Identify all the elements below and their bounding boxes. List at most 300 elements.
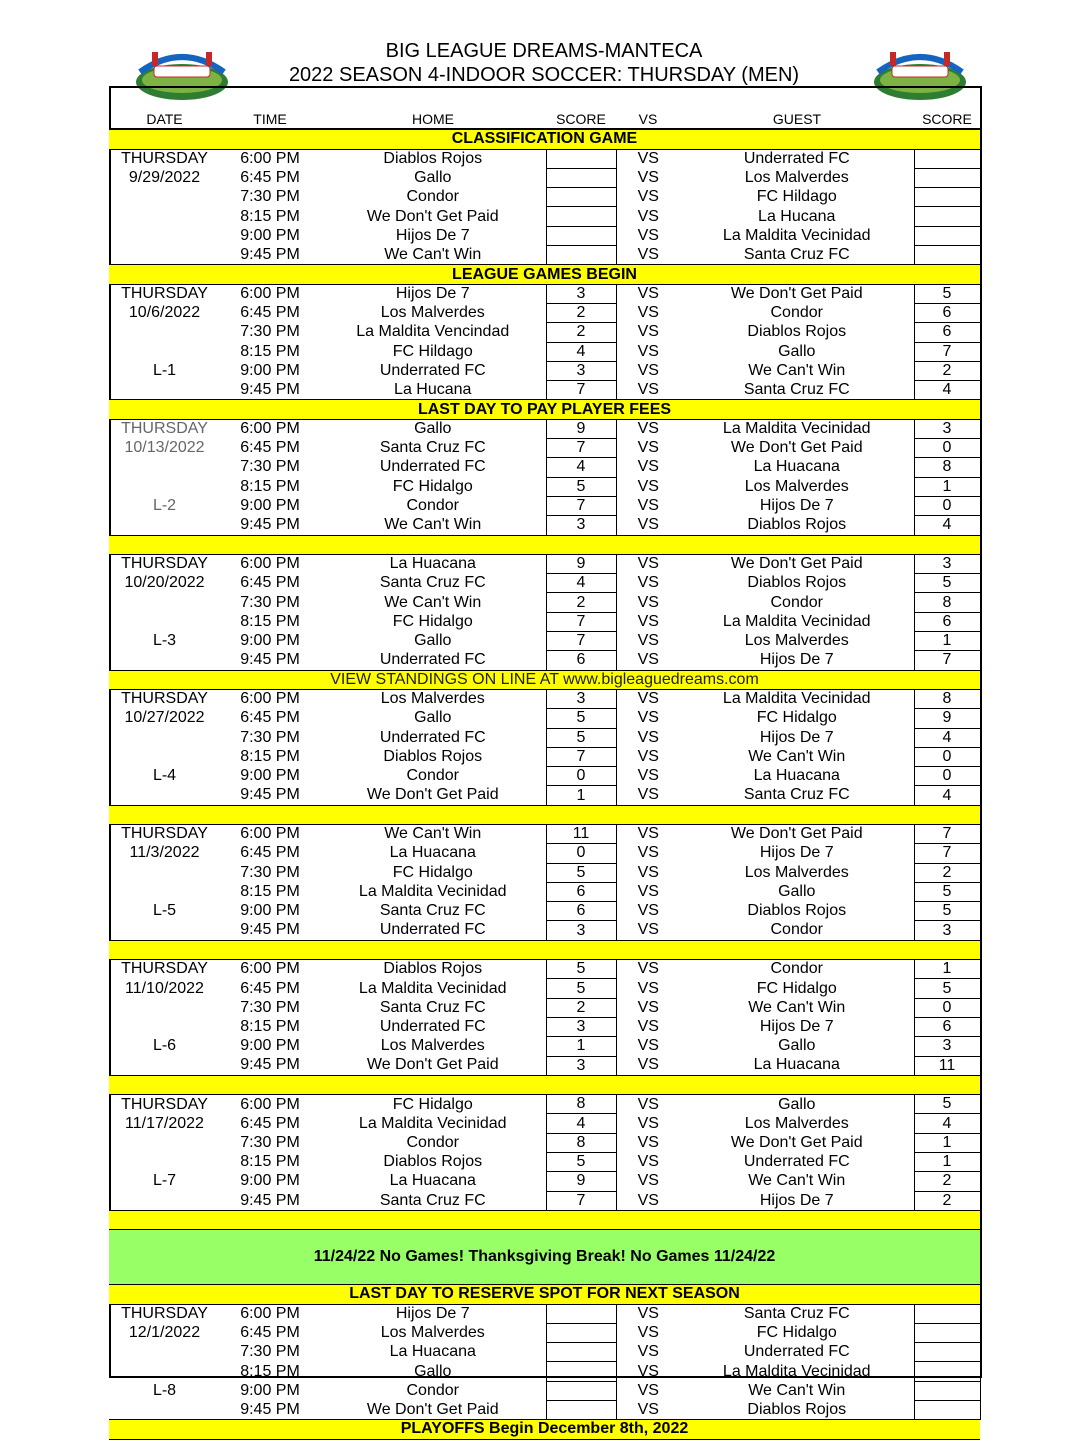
vs-label: VS xyxy=(637,362,659,379)
guest-score: 0 xyxy=(914,767,980,786)
date-cell xyxy=(109,1056,220,1075)
guest-team: Gallo xyxy=(778,1037,816,1055)
guest-team: We Don't Get Paid xyxy=(730,1133,863,1151)
home-team: Underrated FC xyxy=(379,651,486,669)
game-time: 6:00 PM xyxy=(240,1095,300,1113)
game-row xyxy=(109,188,980,207)
home-team: Diablos Rojos xyxy=(383,960,483,978)
guest-score: 5 xyxy=(914,979,980,998)
guest-score: 0 xyxy=(914,747,980,766)
home-team: La Maldita Vencindad xyxy=(356,323,510,341)
game-row xyxy=(109,1323,980,1342)
guest-team: We Don't Get Paid xyxy=(730,285,863,303)
game-row xyxy=(109,1304,980,1323)
game-row xyxy=(109,786,980,805)
date-cell xyxy=(109,998,220,1017)
game-time: 8:15 PM xyxy=(240,747,300,765)
home-team: Underrated FC xyxy=(379,362,486,379)
vs-label: VS xyxy=(637,439,659,457)
home-score: 3 xyxy=(546,516,616,535)
league-week-label: L-3 xyxy=(152,632,177,650)
guest-score: 5 xyxy=(914,1095,980,1114)
home-score: 6 xyxy=(546,882,616,901)
vs-label: VS xyxy=(637,728,659,746)
game-row xyxy=(109,882,980,901)
game-row xyxy=(109,747,980,766)
game-time: 9:45 PM xyxy=(240,651,300,669)
game-row xyxy=(109,1401,980,1420)
game-row xyxy=(109,574,980,593)
guest-team: La Huacana xyxy=(753,1056,840,1074)
guest-score: 3 xyxy=(914,554,980,573)
game-time: 9:00 PM xyxy=(240,1381,300,1399)
guest-score: 7 xyxy=(914,824,980,843)
game-row xyxy=(109,303,980,322)
home-score: 5 xyxy=(546,960,616,979)
guest-team: La Maldita Vecinidad xyxy=(722,226,871,244)
home-score: 4 xyxy=(546,1114,616,1133)
home-team: We Don't Get Paid xyxy=(366,1056,499,1074)
game-time: 8:15 PM xyxy=(240,207,300,225)
guest-team: Hijos De 7 xyxy=(759,1018,834,1036)
home-team: Underrated FC xyxy=(379,458,486,476)
home-score xyxy=(546,1362,616,1381)
date-cell xyxy=(109,1191,220,1210)
home-score: 2 xyxy=(546,323,616,342)
date-cell xyxy=(109,246,220,265)
week-banner xyxy=(109,1075,980,1094)
date-cell xyxy=(109,323,220,342)
game-row xyxy=(109,1362,980,1381)
banner-text: VIEW STANDINGS ON LINE AT www.bigleaguedreams.com xyxy=(109,670,980,689)
date-cell xyxy=(109,1153,220,1172)
game-time: 9:45 PM xyxy=(240,1056,300,1074)
date-label: 12/1/2022 xyxy=(128,1323,201,1341)
guest-team: Hijos De 7 xyxy=(759,651,834,669)
home-team: Hijos De 7 xyxy=(395,285,470,303)
game-time: 9:00 PM xyxy=(240,1172,300,1190)
guest-team: Diablos Rojos xyxy=(747,902,847,920)
guest-team: Gallo xyxy=(778,342,816,360)
home-team: La Huacana xyxy=(389,844,476,862)
vs-label: VS xyxy=(637,555,659,573)
game-time: 9:45 PM xyxy=(240,786,300,804)
vs-label: VS xyxy=(637,902,659,920)
game-row xyxy=(109,1095,980,1114)
vs-label: VS xyxy=(637,304,659,322)
guest-score: 6 xyxy=(914,1017,980,1036)
page-subtitle: 2022 SEASON 4-INDOOR SOCCER: THURSDAY (MEN) xyxy=(288,64,800,86)
home-score: 5 xyxy=(546,477,616,496)
game-time: 6:00 PM xyxy=(240,825,300,843)
home-team: La Hucana xyxy=(394,381,472,399)
home-score: 7 xyxy=(546,632,616,651)
home-team: We Can't Win xyxy=(384,245,482,263)
guest-team: We Can't Win xyxy=(748,1172,846,1190)
game-time: 9:00 PM xyxy=(240,497,300,515)
game-time: 6:00 PM xyxy=(240,420,300,438)
banner-text xyxy=(109,1075,980,1094)
home-team: Condor xyxy=(406,497,459,515)
game-time: 8:15 PM xyxy=(240,1153,300,1171)
home-score: 8 xyxy=(546,1095,616,1114)
col-time: TIME xyxy=(220,110,320,129)
date-cell xyxy=(109,342,220,361)
game-time: 8:15 PM xyxy=(240,883,300,901)
week-banner xyxy=(109,1210,980,1229)
guest-team: Hijos De 7 xyxy=(759,844,834,862)
home-team: Santa Cruz FC xyxy=(379,998,486,1016)
game-row xyxy=(109,767,980,786)
week-banner xyxy=(109,940,980,959)
home-team: Underrated FC xyxy=(379,1018,486,1036)
home-team: Gallo xyxy=(414,1362,452,1380)
vs-label: VS xyxy=(637,226,659,244)
week-banner xyxy=(109,535,980,554)
home-score xyxy=(546,1343,616,1362)
guest-score: 11 xyxy=(914,1056,980,1075)
game-time: 9:45 PM xyxy=(240,1191,300,1209)
game-row xyxy=(109,361,980,380)
home-score xyxy=(546,1401,616,1420)
vs-label: VS xyxy=(637,1153,659,1171)
game-row xyxy=(109,207,980,226)
date-cell xyxy=(109,728,220,747)
guest-team: FC Hildago xyxy=(756,188,837,206)
game-time: 8:15 PM xyxy=(240,1018,300,1036)
game-row xyxy=(109,921,980,940)
day-label: THURSDAY xyxy=(121,420,208,438)
guest-team: We Don't Get Paid xyxy=(730,439,863,457)
game-row xyxy=(109,1191,980,1210)
week-banner xyxy=(109,670,980,689)
game-row xyxy=(109,1343,980,1362)
vs-label: VS xyxy=(637,323,659,341)
vs-label: VS xyxy=(637,632,659,650)
guest-score: 6 xyxy=(914,323,980,342)
guest-team: We Don't Get Paid xyxy=(730,825,863,843)
game-row xyxy=(109,1017,980,1036)
league-week-label: L-2 xyxy=(152,497,177,515)
home-team: Underrated FC xyxy=(379,921,486,939)
game-time: 7:30 PM xyxy=(240,863,300,881)
guest-team: Hijos De 7 xyxy=(759,497,834,515)
guest-score: 5 xyxy=(914,882,980,901)
day-label: THURSDAY xyxy=(121,960,208,978)
vs-label: VS xyxy=(637,1304,659,1322)
guest-score: 2 xyxy=(914,1172,980,1191)
home-score: 6 xyxy=(546,902,616,921)
home-score: 6 xyxy=(546,651,616,670)
game-time: 6:00 PM xyxy=(240,149,300,167)
guest-team: Condor xyxy=(770,304,823,322)
guest-score xyxy=(914,149,980,168)
game-row xyxy=(109,419,980,438)
home-team: Los Malverdes xyxy=(380,1037,485,1055)
date-cell xyxy=(109,1343,220,1362)
guest-team: We Can't Win xyxy=(748,998,846,1016)
home-team: Santa Cruz FC xyxy=(379,1191,486,1209)
day-label: THURSDAY xyxy=(121,1095,208,1113)
home-team: Condor xyxy=(406,188,459,206)
game-time: 6:45 PM xyxy=(240,304,300,322)
guest-score: 7 xyxy=(914,651,980,670)
guest-team: Diablos Rojos xyxy=(747,574,847,592)
vs-label: VS xyxy=(637,1133,659,1151)
guest-score: 4 xyxy=(914,381,980,400)
vs-label: VS xyxy=(637,188,659,206)
game-time: 6:45 PM xyxy=(240,709,300,727)
guest-score: 0 xyxy=(914,998,980,1017)
date-cell xyxy=(109,863,220,882)
vs-label: VS xyxy=(637,245,659,263)
date-label: 11/3/2022 xyxy=(129,844,200,862)
home-team: FC Hildago xyxy=(392,342,473,360)
vs-label: VS xyxy=(637,1381,659,1399)
guest-team: La Maldita Vecinidad xyxy=(722,1362,871,1380)
home-score xyxy=(546,1323,616,1342)
game-time: 7:30 PM xyxy=(240,188,300,206)
game-row xyxy=(109,1114,980,1133)
home-score: 3 xyxy=(546,1017,616,1036)
date-cell xyxy=(109,612,220,631)
home-team: La Huacana xyxy=(389,1343,476,1361)
holiday-banner xyxy=(109,1230,980,1285)
game-row xyxy=(109,226,980,245)
home-score xyxy=(546,188,616,207)
game-row xyxy=(109,554,980,573)
vs-label: VS xyxy=(637,149,659,167)
guest-score: 1 xyxy=(914,477,980,496)
banner-text xyxy=(109,1210,980,1229)
game-time: 7:30 PM xyxy=(240,323,300,341)
vs-label: VS xyxy=(637,1343,659,1361)
vs-label: VS xyxy=(637,1114,659,1132)
home-score: 7 xyxy=(546,496,616,515)
home-team: Hijos De 7 xyxy=(395,1304,470,1322)
guest-team: Los Malverdes xyxy=(744,477,849,495)
league-week-label: L-4 xyxy=(152,767,177,785)
guest-team: Underrated FC xyxy=(743,149,850,167)
game-row xyxy=(109,149,980,168)
home-team: Underrated FC xyxy=(379,728,486,746)
game-time: 6:45 PM xyxy=(240,439,300,457)
game-time: 6:00 PM xyxy=(240,960,300,978)
home-team: Condor xyxy=(406,1381,459,1399)
guest-team: FC Hidalgo xyxy=(756,1323,837,1341)
guest-score xyxy=(914,1401,980,1420)
league-week-label: L-7 xyxy=(152,1172,177,1190)
guest-team: Santa Cruz FC xyxy=(743,786,850,804)
date-cell xyxy=(109,207,220,226)
home-score: 5 xyxy=(546,863,616,882)
guest-team: Santa Cruz FC xyxy=(743,245,850,263)
game-time: 7:30 PM xyxy=(240,998,300,1016)
guest-score: 9 xyxy=(914,709,980,728)
home-score: 7 xyxy=(546,439,616,458)
game-row xyxy=(109,1381,980,1400)
week-banner xyxy=(109,129,980,149)
home-team: Gallo xyxy=(414,632,452,650)
guest-score: 1 xyxy=(914,632,980,651)
home-team: FC Hidalgo xyxy=(392,477,473,495)
home-team: La Maldita Vecinidad xyxy=(358,883,507,901)
vs-label: VS xyxy=(637,477,659,495)
guest-score: 3 xyxy=(914,1037,980,1056)
footer-banner xyxy=(109,1420,980,1439)
guest-team: Underrated FC xyxy=(743,1343,850,1361)
game-row xyxy=(109,709,980,728)
game-row xyxy=(109,844,980,863)
home-score xyxy=(546,246,616,265)
vs-label: VS xyxy=(637,612,659,630)
game-time: 9:45 PM xyxy=(240,1400,300,1418)
game-time: 7:30 PM xyxy=(240,1343,300,1361)
game-time: 9:00 PM xyxy=(240,902,300,920)
game-time: 9:45 PM xyxy=(240,245,300,263)
guest-team: La Huacana xyxy=(753,767,840,785)
date-label: 11/17/2022 xyxy=(125,1114,204,1132)
game-time: 8:15 PM xyxy=(240,342,300,360)
guest-score: 4 xyxy=(914,516,980,535)
game-row xyxy=(109,1037,980,1056)
week-banner xyxy=(109,1285,980,1304)
home-team: La Maldita Vecinidad xyxy=(358,979,507,997)
game-row xyxy=(109,381,980,400)
guest-team: Hijos De 7 xyxy=(759,728,834,746)
guest-team: La Maldita Vecinidad xyxy=(722,612,871,630)
guest-score xyxy=(914,207,980,226)
vs-label: VS xyxy=(637,497,659,515)
home-score: 9 xyxy=(546,419,616,438)
home-score xyxy=(546,207,616,226)
week-banner xyxy=(109,805,980,824)
guest-score: 5 xyxy=(914,574,980,593)
vs-label: VS xyxy=(637,651,659,669)
vs-label: VS xyxy=(637,342,659,360)
guest-score: 6 xyxy=(914,303,980,322)
guest-score: 8 xyxy=(914,689,980,708)
guest-team: Los Malverdes xyxy=(744,1114,849,1132)
game-time: 9:00 PM xyxy=(240,767,300,785)
game-row xyxy=(109,516,980,535)
game-time: 9:00 PM xyxy=(240,362,300,379)
game-row xyxy=(109,863,980,882)
home-score: 1 xyxy=(546,1037,616,1056)
home-score: 3 xyxy=(546,361,616,380)
banner-text: LAST DAY TO PAY PLAYER FEES xyxy=(109,400,980,419)
game-row xyxy=(109,496,980,515)
home-score: 7 xyxy=(546,612,616,631)
guest-score: 5 xyxy=(914,284,980,303)
guest-team: Santa Cruz FC xyxy=(743,381,850,399)
guest-team: Gallo xyxy=(778,1095,816,1113)
schedule-table xyxy=(109,86,981,1440)
game-time: 8:15 PM xyxy=(240,477,300,495)
game-row xyxy=(109,342,980,361)
home-team: Diablos Rojos xyxy=(383,1153,483,1171)
home-score: 7 xyxy=(546,381,616,400)
home-score: 3 xyxy=(546,284,616,303)
banner-text xyxy=(109,940,980,959)
vs-label: VS xyxy=(637,690,659,708)
home-team: Los Malverdes xyxy=(380,690,485,708)
guest-team: Hijos De 7 xyxy=(759,1191,834,1209)
home-score: 9 xyxy=(546,554,616,573)
guest-score xyxy=(914,1381,980,1400)
home-team: FC Hidalgo xyxy=(392,863,473,881)
guest-score xyxy=(914,168,980,187)
guest-team: Los Malverdes xyxy=(744,169,849,187)
date-cell xyxy=(109,1133,220,1152)
col-home: HOME xyxy=(320,110,546,129)
home-score: 7 xyxy=(546,1191,616,1210)
vs-label: VS xyxy=(637,1172,659,1190)
date-cell xyxy=(109,458,220,477)
playoffs-note: PLAYOFFS Begin December 8th, 2022 xyxy=(109,1420,980,1439)
game-time: 6:00 PM xyxy=(240,1304,300,1322)
guest-team: FC Hidalgo xyxy=(756,709,837,727)
guest-score: 3 xyxy=(914,921,980,940)
home-team: We Can't Win xyxy=(384,593,482,611)
guest-score xyxy=(914,1304,980,1323)
game-row xyxy=(109,168,980,187)
game-time: 6:45 PM xyxy=(240,844,300,862)
game-time: 8:15 PM xyxy=(240,612,300,630)
guest-score xyxy=(914,188,980,207)
home-score: 7 xyxy=(546,747,616,766)
guest-team: Condor xyxy=(770,960,823,978)
home-score: 2 xyxy=(546,303,616,322)
game-time: 6:00 PM xyxy=(240,690,300,708)
date-cell xyxy=(109,477,220,496)
guest-team: Diablos Rojos xyxy=(747,516,847,534)
game-row xyxy=(109,902,980,921)
home-score: 1 xyxy=(546,786,616,805)
vs-label: VS xyxy=(637,1018,659,1036)
home-team: Los Malverdes xyxy=(380,304,485,322)
vs-label: VS xyxy=(637,979,659,997)
guest-score: 2 xyxy=(914,863,980,882)
vs-label: VS xyxy=(637,844,659,862)
home-score: 4 xyxy=(546,342,616,361)
game-row xyxy=(109,960,980,979)
date-label: 10/13/2022 xyxy=(124,439,205,457)
vs-label: VS xyxy=(637,207,659,225)
guest-score: 8 xyxy=(914,458,980,477)
page-title: BIG LEAGUE DREAMS-MANTECA xyxy=(385,40,703,62)
game-row xyxy=(109,1056,980,1075)
home-team: We Don't Get Paid xyxy=(366,1400,499,1418)
game-time: 9:45 PM xyxy=(240,516,300,534)
home-score: 0 xyxy=(546,767,616,786)
game-time: 6:00 PM xyxy=(240,285,300,303)
date-cell xyxy=(109,516,220,535)
date-label: 10/6/2022 xyxy=(128,304,201,322)
home-score: 3 xyxy=(546,1056,616,1075)
banner-text xyxy=(109,535,980,554)
guest-score: 3 xyxy=(914,419,980,438)
vs-label: VS xyxy=(637,998,659,1016)
game-time: 6:45 PM xyxy=(240,169,300,187)
vs-label: VS xyxy=(637,825,659,843)
date-cell xyxy=(109,381,220,400)
guest-team: FC Hidalgo xyxy=(756,979,837,997)
guest-score: 7 xyxy=(914,844,980,863)
guest-score: 6 xyxy=(914,612,980,631)
home-score xyxy=(546,149,616,168)
guest-score: 7 xyxy=(914,342,980,361)
